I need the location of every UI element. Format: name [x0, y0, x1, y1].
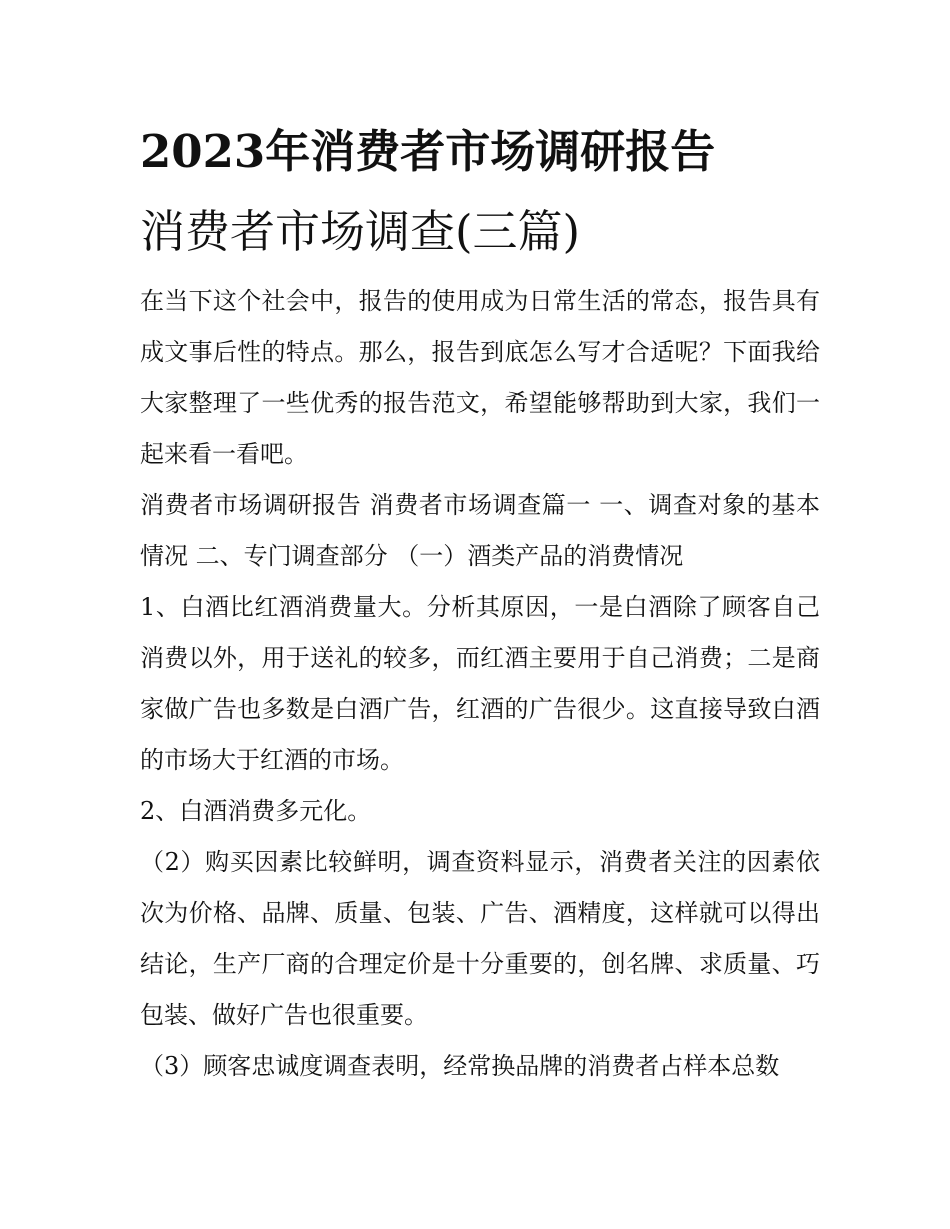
section-heading-paragraph: 消费者市场调研报告 消费者市场调查篇一 一、调查对象的基本情况 二、专门调查部分 （一）酒类产品的消费情况 [140, 491, 820, 570]
document-body [140, 276, 820, 1092]
title-line-1: 2023年消费者市场调研报告 [140, 125, 716, 178]
intro-paragraph: 在当下这个社会中，报告的使用成为日常生活的常态，报告具有成文事后性的特点。那么，报告到底怎么写才合适呢？下面我给大家整理了一些优秀的报告范文，希望能够帮助到大家，我们一起来看一看吧。 [140, 287, 820, 468]
point-purchase-factors-paragraph: （2）购买因素比较鲜明，调查资料显示，消费者关注的因素依次为价格、品牌、质量、包装、广告、酒精度，这样就可以得出结论，生产厂商的合理定价是十分重要的，创名牌、求质量、巧包装、做好广告也很重要。 [140, 848, 820, 1029]
title-line-2: 消费者市场调查(三篇) [140, 205, 581, 258]
point-loyalty-paragraph: （3）顾客忠诚度调查表明，经常换品牌的消费者占样本总数 [140, 1052, 780, 1080]
point-2-paragraph: 2、白酒消费多元化。 [140, 797, 372, 825]
point-1-paragraph: 1、白酒比红酒消费量大。分析其原因，一是白酒除了顾客自己消费以外，用于送礼的较多，而红酒主要用于自己消费；二是商家做广告也多数是白酒广告，红酒的广告很少。这直接导致白酒的市场大于红酒的市场。 [140, 593, 820, 774]
document-title [140, 112, 830, 272]
